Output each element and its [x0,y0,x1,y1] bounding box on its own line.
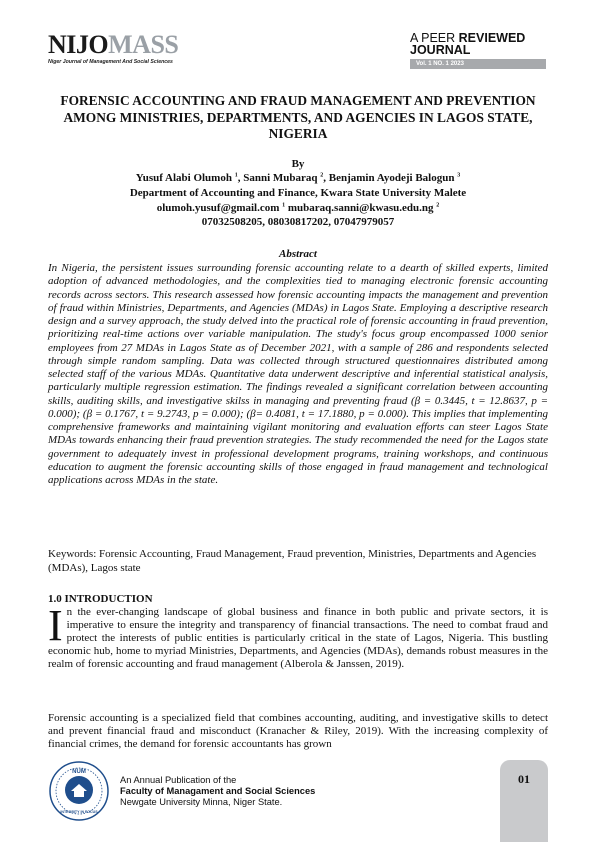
emails-line [48,202,548,215]
author-3-sup: 3 [457,172,461,179]
logo-part-2: MASS [108,30,179,59]
peer-label-a: A PEER [410,31,459,45]
drop-cap: I [48,601,63,650]
logo-part-1: NIJO [48,30,109,59]
journal-logo [48,32,178,58]
introduction-paragraph-1 [48,601,548,671]
email-2[interactable]: mubaraq.sanni@kwasu.edu.ng [285,202,434,214]
email-2-sup: 2 [436,202,440,209]
footer-line-2: Faculty of Managament and Social Sciences [120,786,316,796]
keywords: Keywords: Forensic Accounting, Fraud Management, Fraud prevention, Ministries, Departments and Agencies (MDAs), Lagos state [48,548,537,574]
author-1-sup: 1 [234,172,238,179]
by-line: By [291,158,305,170]
author-3: , Benjamin Ayodeji Balogun [323,172,455,184]
phone-numbers: 07032508205, 08030817202, 07047979057 [201,216,395,228]
university-seal-icon [48,760,110,822]
abstract-text: In Nigeria, the persistent issues surrounding forensic accounting relate to a dearth of skilled experts, limited adoption of advanced methodologies, and the complexities tied to managing electronic forensic accounting records across sectors. This research assessed how forensic accounting impacts the management and prevention of fraud within Ministries, Departments, and Agencies (MDAs) in Lagos State. Employing a descriptive research design and a survey approach, the study delved into the practical role of forensic accounting in fraud prevention, prioritizing real-time actions over variable manipulation. The study's focus group encompassed 1000 senior employees from 27 MDAs in Lagos State as of December 2021, with a sample of 286 and respondents selected through simple random sampling. Data was collected through structured questionnaires distributed among selected staff of the various MDAs. Quantitative data underwent descriptive and inferential statistical analysis, particularly multiple regression estimation. The findings revealed a significant correlation between accounting skills, auditing skills, and investigative skilss in managing and preventing fraud (β = 0.3445, t = 12.8637, p = 0.000); (β = 0.1767, t = 9.2743, p = 0.000); (β= 0.4081, t = 17.1880, p = 0.000). This implies that implementing comprehensive frameworks and maintaining vigilant monitoring and evaluation efforts can steer Lagos State MDAs towards enhancing their fraud prevention strategies. The study recommended the need for the Lagos state government to adequately invest in professional development programs, training workshops, and continuous education to augment the forensic accounting skills of those engaged in fraud management and technological applications across MDAs in the state. [48,262,548,486]
footer-line-1: An Annual Publication of the [120,775,237,785]
peer-reviewed-label [410,32,525,56]
journal-subtitle: Niger Journal of Management And Social Sciences [48,59,173,65]
email-1[interactable]: olumoh.yusuf@gmail.com [156,202,280,214]
volume-badge: Vol. 1 NO. 1 2023 [410,59,546,69]
section-heading-introduction: 1.0 INTRODUCTION [48,593,153,605]
abstract-heading: Abstract [279,248,317,260]
introduction-paragraph-2: Forensic accounting is a specialized field that combines accounting, auditing, and investigative skills to detect and prevent financial fraud and misconduct (Kranacher & Riley, 2019). With the increasing complexity of financial crimes, the demand for forensic accountants has grown [48,712,548,750]
affiliation: Department of Accounting and Finance, Kwara State University Malete [129,187,467,199]
author-2-sup: 2 [320,172,324,179]
peer-label-b: REVIEWED [458,31,526,45]
peer-label-c: JOURNAL [410,43,471,57]
email-1-sup: 1 [282,202,286,209]
author-1: Yusuf Alabi Olumoh [135,172,232,184]
seal-bottom-text: INTEGRITY IN FOCUS [60,810,98,814]
seal-top-text: NUM [72,769,86,775]
footer-line-3: Newgate University Minna, Niger State. [120,797,283,807]
authors-line [48,172,548,185]
paper-title: FORENSIC ACCOUNTING AND FRAUD MANAGEMENT AND PREVENTION AMONG MINISTRIES, DEPARTMENTS, AND AGENCIES IN LAGOS STATE, NIGERIA [60,93,536,141]
intro-para-1-text: n the ever-changing landscape of global business and finance in both public and private sectors, it is imperative to ensure the integrity and transparency of financial transactions. The need to combat fraud and protect the interests of public entities is particularly critical in the state of Lagos, Nigeria. This bustling economic hub, home to myriad Ministries, Departments, and Agencies (MDAs), demands robust measures in the realm of forensic accounting and fraud management (Alberola & Janssen, 2019). [48,606,548,670]
page-number: 01 [518,772,530,786]
author-2: , Sanni Mubaraq [237,172,318,184]
publication-info [120,775,315,808]
